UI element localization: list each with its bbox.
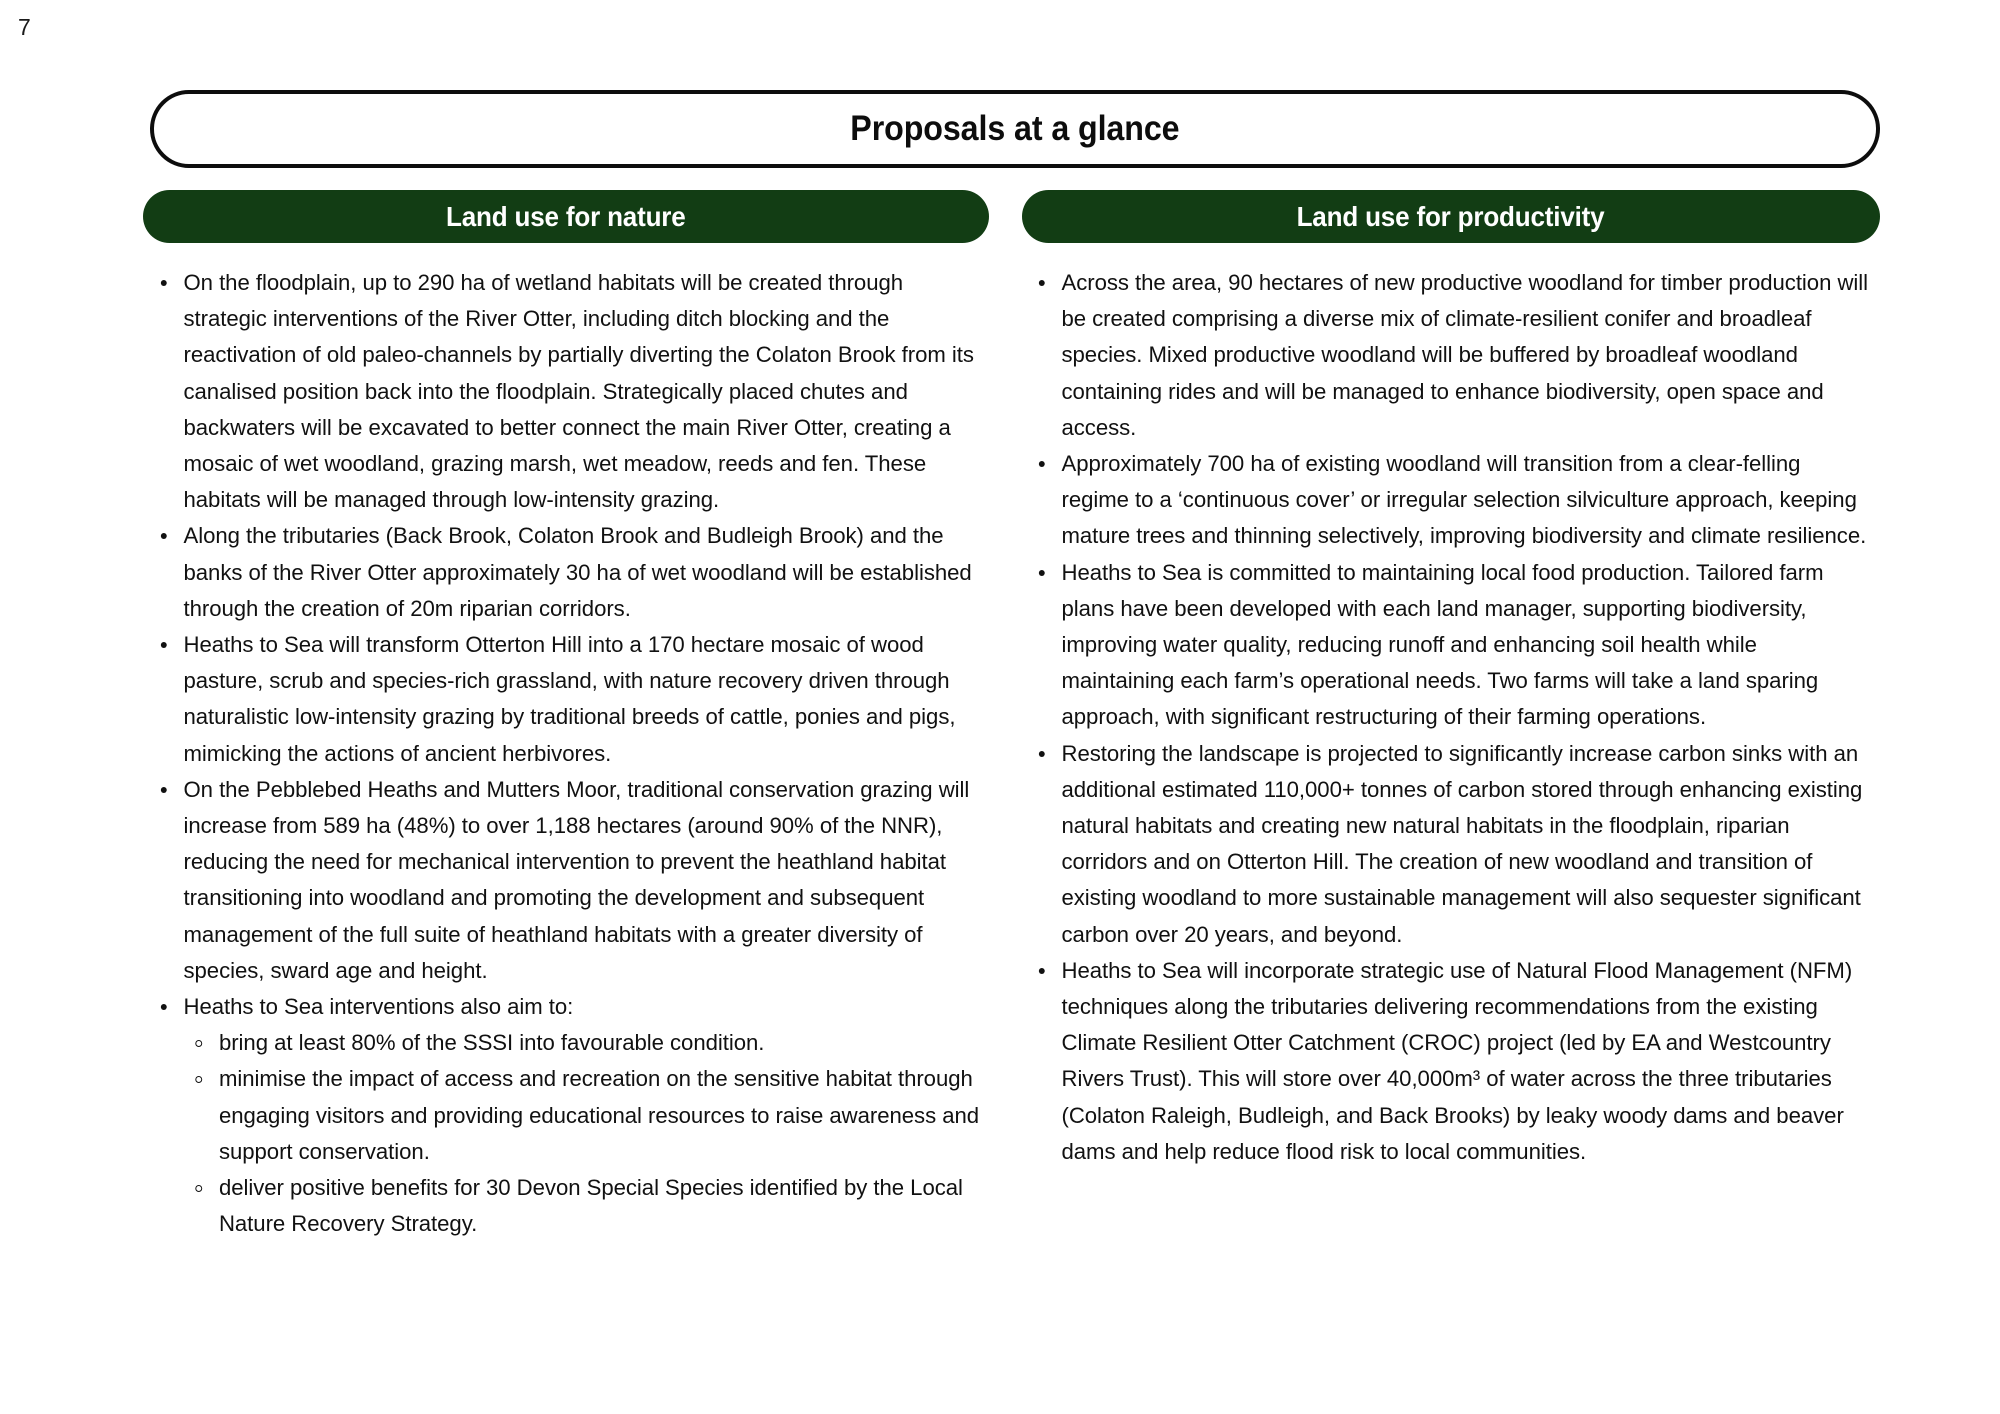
section-banner-land-use-for-nature bbox=[143, 190, 989, 243]
section-heading-productivity: Land use for productivity bbox=[1297, 200, 1605, 232]
column-land-use-for-nature bbox=[150, 265, 995, 1242]
bullet-text: Approximately 700 ha of existing woodland will transition from a clear-felling regime to a ‘continuous cover’ or irregular selection silviculture approach, keeping mature trees and thinning selectively, improving biodiversity and climate resilience. bbox=[1061, 451, 1867, 549]
section-banner-land-use-for-productivity bbox=[1022, 190, 1880, 243]
sub-bullet-text: deliver positive benefits for 30 Devon Special Species identified by the Local Nature Recovery Strategy. bbox=[218, 1175, 963, 1237]
column-land-use-for-productivity bbox=[1028, 265, 1883, 1170]
bullet-text: On the floodplain, up to 290 ha of wetland habitats will be created through strategic interventions of the River Otter, including ditch blocking and the reactivation of old paleo-channels by partially diverting the Colaton Brook from its canalised position back into the floodplain. Strategically placed chutes and backwaters will be excavated to better connect the main River Otter, creating a mosaic of wet woodland, grazing marsh, wet meadow, reeds and fen. These habitats will be managed through low-intensity grazing. bbox=[183, 270, 974, 513]
list-item bbox=[1028, 265, 1870, 446]
bullet-list-productivity bbox=[1028, 265, 1883, 1170]
sub-bullet-text: minimise the impact of access and recreation on the sensitive habitat through engaging visitors and providing educational resources to raise awareness and support conservation. bbox=[218, 1066, 980, 1164]
bullet-text: Heaths to Sea interventions also aim to: bbox=[183, 994, 574, 1020]
list-item bbox=[150, 265, 982, 518]
bullet-text: On the Pebblebed Heaths and Mutters Moor, traditional conservation grazing will increase from 589 ha (48%) to over 1,188 hectares (around 90% of the NNR), reducing the need for mechanical intervention to prevent the heathland habitat transitioning into woodland and promoting the development and subsequent management of the full suite of heathland habitats with a greater diversity of species, sward age and height. bbox=[183, 776, 970, 983]
list-item bbox=[150, 627, 982, 772]
bullet-text: Restoring the landscape is projected to significantly increase carbon sinks with an additional estimated 110,000+ tonnes of carbon stored through enhancing existing natural habitats and creating new natural habitats in the floodplain, riparian corridors and on Otterton Hill. The creation of new woodland and transition of existing woodland to more sustainable management will also sequester significant carbon over 20 years, and beyond. bbox=[1061, 740, 1863, 947]
sub-list-item bbox=[183, 1170, 982, 1242]
list-item bbox=[1028, 736, 1870, 953]
page-number: 7 bbox=[18, 14, 31, 40]
list-item bbox=[1028, 446, 1870, 555]
section-heading-nature: Land use for nature bbox=[446, 200, 686, 232]
list-item bbox=[150, 772, 982, 989]
page-title: Proposals at a glance bbox=[850, 109, 1180, 148]
bullet-text: Heaths to Sea will transform Otterton Hill into a 170 hectare mosaic of wood pasture, scrub and species-rich grassland, with nature recovery driven through naturalistic low-intensity grazing by traditional breeds of cattle, ponies and pigs, mimicking the actions of ancient herbivores. bbox=[183, 632, 956, 766]
list-item bbox=[150, 518, 982, 627]
list-item bbox=[1028, 953, 1870, 1170]
sub-list-item bbox=[183, 1025, 982, 1061]
bullet-text: Heaths to Sea is committed to maintaining local food production. Tailored farm plans have been developed with each land manager, supporting biodiversity, improving water quality, reducing runoff and enhancing soil health while maintaining each farm’s operational needs. Two farms will take a land sparing approach, with significant restructuring of their farming operations. bbox=[1061, 559, 1824, 730]
page-title-pill bbox=[150, 90, 1880, 168]
bullet-text: Across the area, 90 hectares of new productive woodland for timber production will be created comprising a diverse mix of climate-resilient conifer and broadleaf species. Mixed productive woodland will be buffered by broadleaf woodland containing rides and will be managed to enhance biodiversity, open space and access. bbox=[1061, 270, 1869, 440]
bullet-text: Heaths to Sea will incorporate strategic use of Natural Flood Management (NFM) techniques along the tributaries delivering recommendations from the existing Climate Resilient Otter Catchment (CROC) project (led by EA and Westcountry Rivers Trust). This will store over 40,000m³ of water across the three tributaries (Colaton Raleigh, Budleigh, and Back Brooks) by leaky woody dams and beaver dams and help reduce flood risk to local communities. bbox=[1061, 957, 1853, 1164]
sub-list-item bbox=[183, 1061, 982, 1170]
list-item bbox=[1028, 555, 1870, 736]
bullet-text: Along the tributaries (Back Brook, Colaton Brook and Budleigh Brook) and the banks of the River Otter approximately 30 ha of wet woodland will be established through the creation of 20m riparian corridors. bbox=[183, 523, 972, 621]
bullet-list-nature bbox=[150, 265, 995, 1242]
sub-bullet-list-nature bbox=[183, 1025, 982, 1242]
sub-bullet-text: bring at least 80% of the SSSI into favourable condition. bbox=[218, 1030, 765, 1056]
list-item bbox=[150, 989, 982, 1242]
